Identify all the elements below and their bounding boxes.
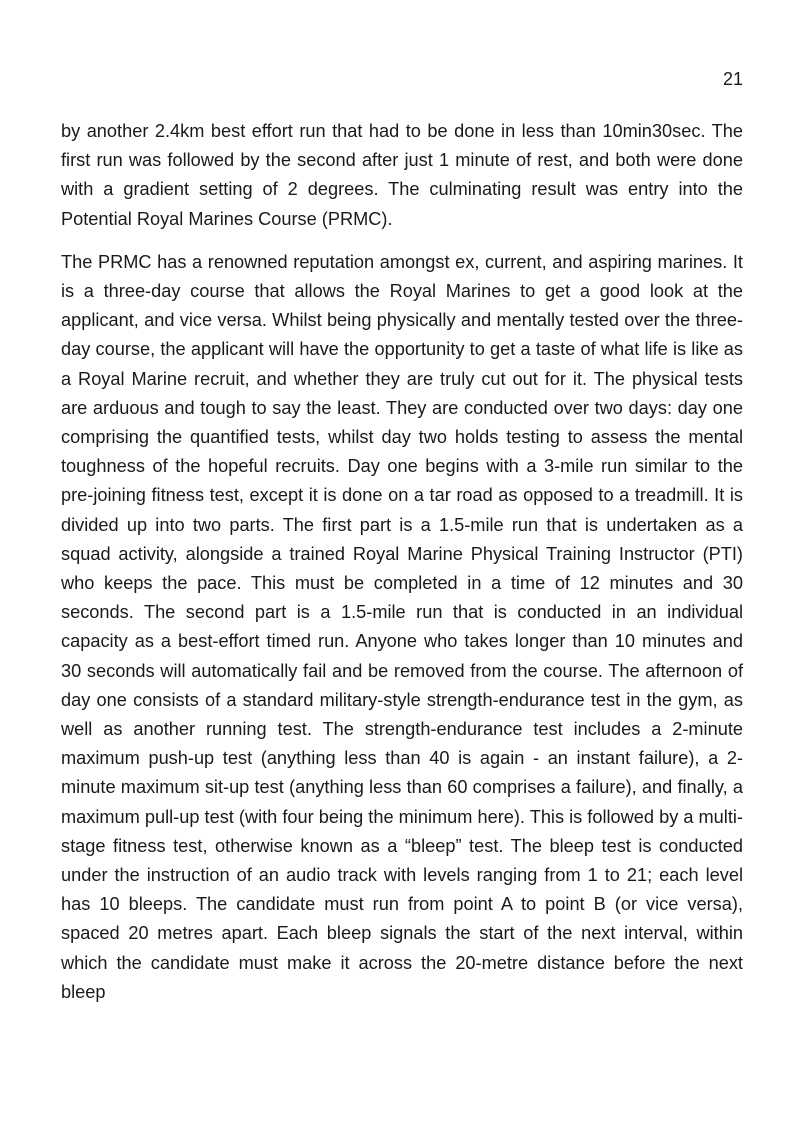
page-number: 21 [722, 69, 743, 89]
paragraph-1: by another 2.4km best effort run that had to be done in less than 10min30sec. The first run was followed by the second after just 1 minute of rest, and both were done with a gradient setting of 2 degrees. The culminating result was entry into the Potential Royal Marines Course (PRMC). [61, 121, 743, 229]
paragraph-2: The PRMC has a renowned reputation amongst ex, current, and aspiring marines. It is a three-day course that allows the Royal Marines to get a good look at the applicant, and vice versa. Whilst being physically and mentally tested over the three-day course, the applicant will have the opportunity to get a taste of what life is like as a Royal Marine recruit, and whether they are truly cut out for it. The physical tests are arduous and tough to say the least. They are conducted over two days: day one comprising the quantified tests, whilst day two holds testing to assess the mental toughness of the hopeful recruits. Day one begins with a 3-mile run similar to the pre-joining fitness test, except it is done on a tar road as opposed to a treadmill. It is divided up into two parts. The first part is a 1.5-mile run that is undertaken as a squad activity, alongside a trained Royal Marine Physical Training Instructor (PTI) who keeps the pace. This must be completed in a time of 12 minutes and 30 seconds. The second part is a 1.5-mile run that is conducted in an individual capacity as a best-effort timed run. Anyone who takes longer than 10 minutes and 30 seconds will automatically fail and be removed from the course. The afternoon of day one consists of a standard military-style strength-endurance test in the gym, as well as another running test. The strength-endurance test includes a 2-minute maximum push-up test (anything less than 40 is again - an instant failure), a 2-minute maximum sit-up test (anything less than 60 comprises a failure), and finally, a maximum pull-up test (with four being the minimum here). This is followed by a multi-stage fitness test, otherwise known as a “bleep” test. The bleep test is conducted under the instruction of an audio track with levels ranging from 1 to 21; each level has 10 bleeps. The candidate must run from point A to point B (or vice versa), spaced 20 metres apart. Each bleep signals the start of the next interval, within which the candidate must make it across the 20-metre distance before the next bleep [61, 251, 743, 1002]
body-text [61, 117, 743, 1007]
